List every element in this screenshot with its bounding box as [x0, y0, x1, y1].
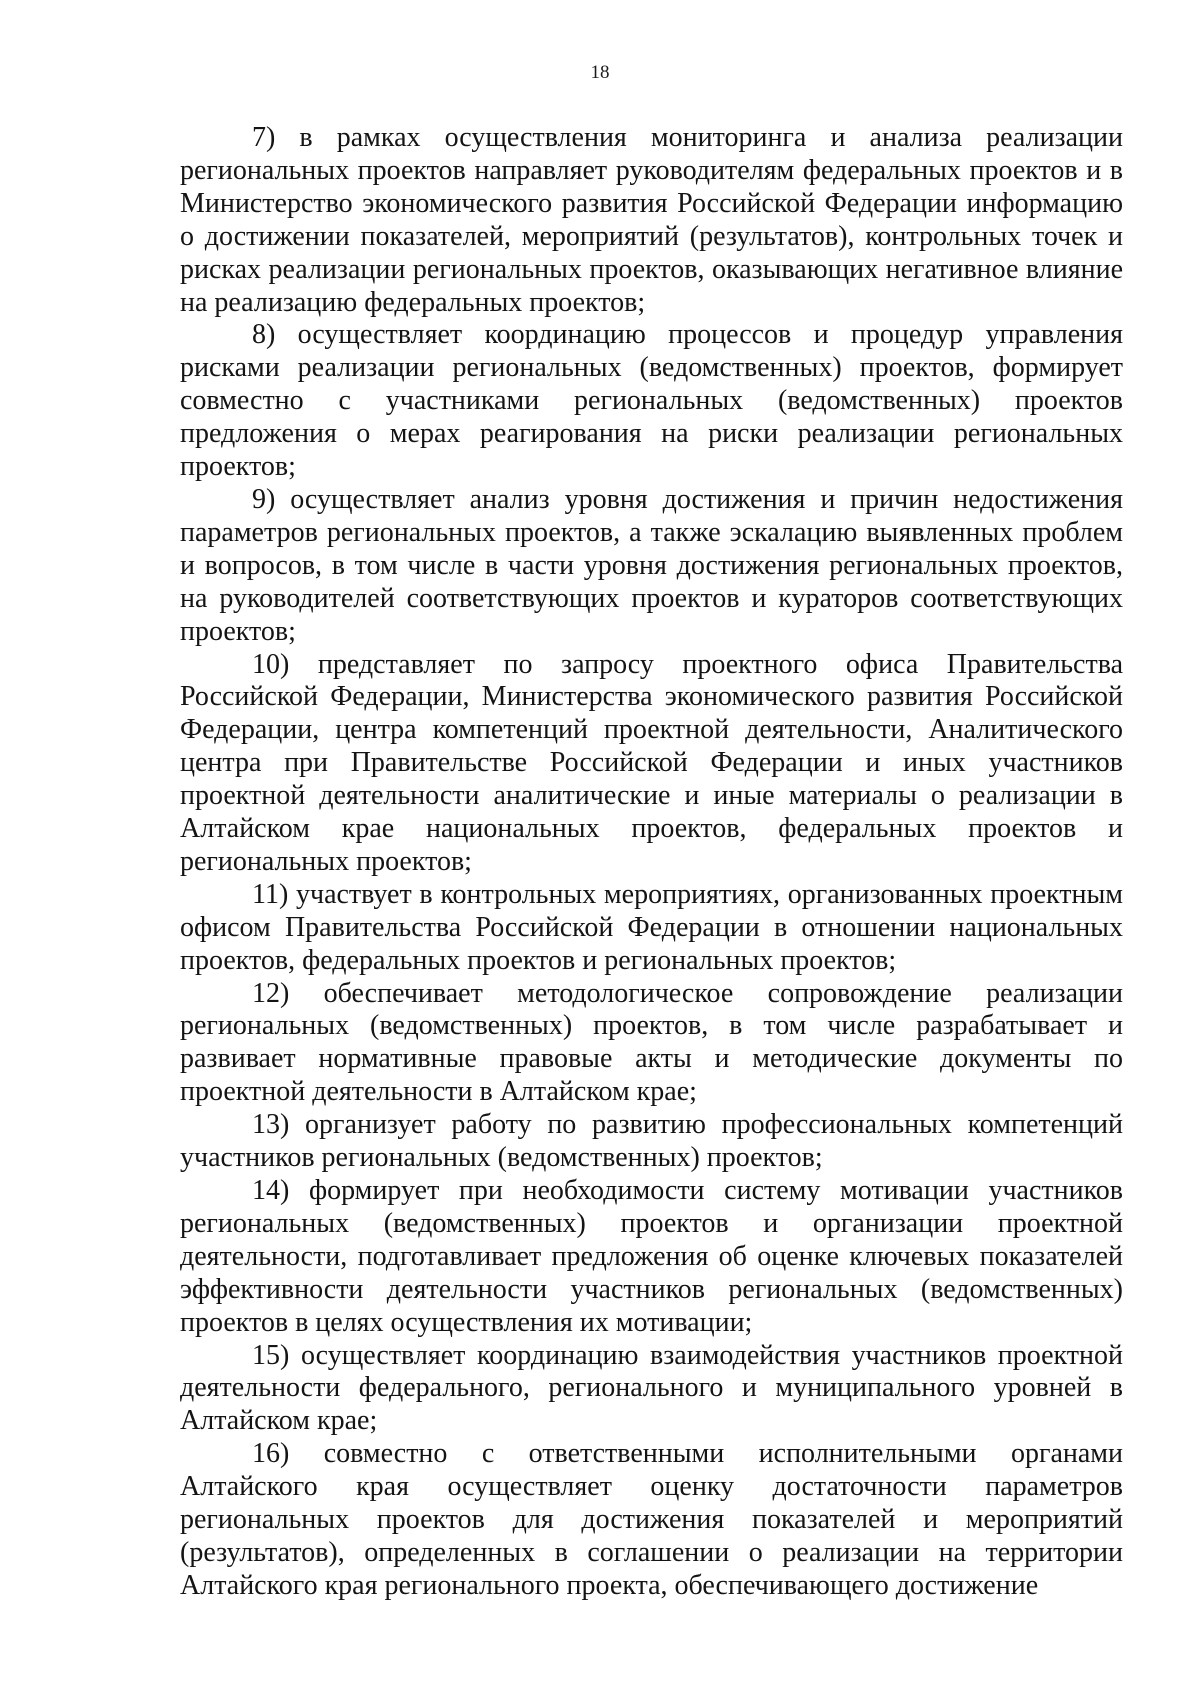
document-body: [180, 122, 1123, 1603]
paragraph-item-14: 14) формирует при необходимости систему мотивации участников региональных (ведомственных) проектов и организации проектной деятельности, подготавливает предложения об оценке ключевых показателей эффективности деятельности участников региональных (ведомственных) проектов в целях осуществления их мотивации;: [180, 1175, 1123, 1338]
paragraph-item-13: 13) организует работу по развитию профессиональных компетенций участников региональных (ведомственных) проектов;: [180, 1109, 1123, 1174]
paragraph-item-10: 10) представляет по запросу проектного офиса Правительства Российской Федерации, Министерства экономического развития Российской Федерации, центра компетенций проектной деятельности, Аналитического центра при Правительстве Российской Федерации и иных участников проектной деятельности аналитические и иные материалы о реализации в Алтайском крае национальных проектов, федеральных проектов и региональных проектов;: [180, 648, 1123, 877]
paragraph-item-11: 11) участвует в контрольных мероприятиях, организованных проектным офисом Правительства Российской Федерации в отношении национальных проектов, федеральных проектов и региональных проектов;: [180, 878, 1123, 976]
paragraph-item-9: 9) осуществляет анализ уровня достижения и причин недостижения параметров региональных проектов, а также эскалацию выявленных проблем и вопросов, в том числе в части уровня достижения региональных проектов, на руководителей соответствующих проектов и кураторов соответствующих проектов;: [180, 483, 1123, 647]
paragraph-item-15: 15) осуществляет координацию взаимодействия участников проектной деятельности федерального, регионального и муниципального уровней в Алтайском крае;: [180, 1339, 1123, 1437]
paragraph-item-8: 8) осуществляет координацию процессов и процедур управления рисками реализации региональных (ведомственных) проектов, формирует совместно с участниками региональных (ведомственных) проектов предложения о мерах реагирования на риски реализации региональных проектов;: [180, 319, 1123, 483]
paragraph-item-7: 7) в рамках осуществления мониторинга и анализа реализации региональных проектов направляет руководителям федеральных проектов и в Министерство экономического развития Российской Федерации информацию о достижении показателей, мероприятий (результатов), контрольных точек и рисках реализации региональных проектов, оказывающих негативное влияние на реализацию федеральных проектов;: [180, 122, 1123, 318]
paragraph-item-12: 12) обеспечивает методологическое сопровождение реализации региональных (ведомственных) проектов, в том числе разрабатывает и развивает нормативные правовые акты и методические документы по проектной деятельности в Алтайском крае;: [180, 977, 1123, 1108]
paragraph-item-16: 16) совместно с ответственными исполнительными органами Алтайского края осуществляет оценку достаточности параметров региональных проектов для достижения показателей и мероприятий (результатов), определенных в соглашении о реализации на территории Алтайского края регионального проекта, обеспечивающего достижение: [180, 1438, 1123, 1601]
page-number: 18: [590, 62, 610, 83]
